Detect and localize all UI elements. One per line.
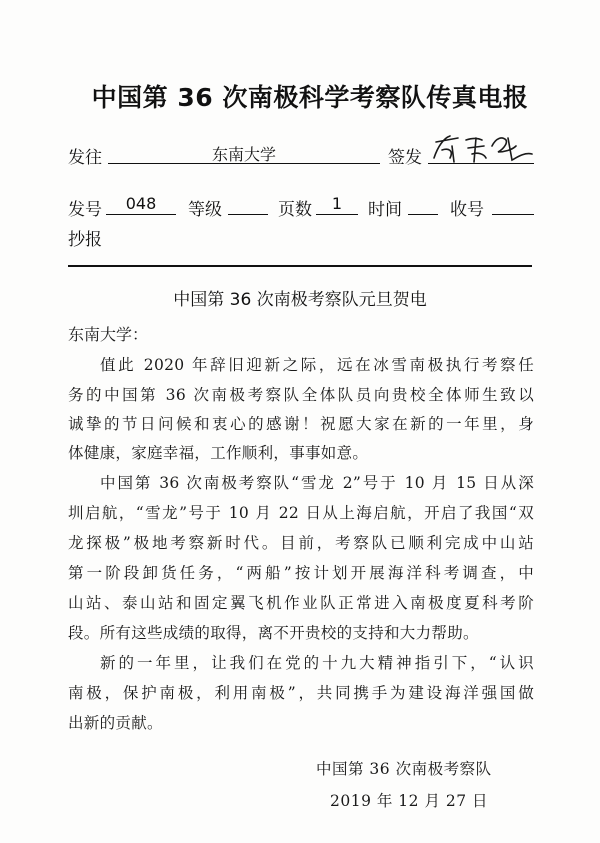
body-line: 第一阶段卸货任务，“两船”按计划开展海洋科考调查，中 bbox=[68, 564, 534, 582]
signer-label: 签发 bbox=[388, 148, 422, 168]
level-underline bbox=[228, 214, 268, 215]
pages-label: 页数 bbox=[278, 200, 312, 220]
pages-underline bbox=[316, 214, 358, 215]
receive-underline bbox=[492, 214, 534, 215]
pages-value: 1 bbox=[331, 194, 343, 213]
send-to-label: 发往 bbox=[68, 148, 102, 168]
body-line: 值此 2020 年辞旧迎新之际，远在冰雪南极执行考察任 bbox=[100, 356, 534, 374]
body-line: 山站、泰山站和固定翼飞机作业队正常进入南极度夏科考阶 bbox=[68, 594, 534, 612]
body-line: 务的中国第 36 次南极考察队全体队员向贵校全体师生致以 bbox=[68, 386, 534, 404]
salutation: 东南大学： bbox=[68, 325, 149, 344]
time-underline bbox=[408, 214, 438, 215]
body-line: 龙探极”极地考察新时代。目前，考察队已顺利完成中山站 bbox=[68, 534, 534, 552]
receive-label: 收号 bbox=[450, 200, 484, 220]
body-line: 中国第 36 次南极考察队“雪龙 2”号于 10 月 15 日从深 bbox=[100, 474, 534, 492]
handwritten-signature-icon bbox=[428, 128, 548, 168]
sender-organization: 中国第 36 次南极考察队 bbox=[316, 760, 492, 778]
time-label: 时间 bbox=[368, 200, 402, 220]
letter-date: 2019 年 12 月 27 日 bbox=[330, 792, 489, 810]
number-underline bbox=[106, 214, 176, 215]
send-to-value: 东南大学 bbox=[211, 145, 276, 164]
level-label: 等级 bbox=[188, 200, 222, 220]
body-line: 新的一年里，让我们在党的十九大精神指引下，“认识 bbox=[100, 654, 534, 672]
body-line: 诚挚的节日问候和衷心的感谢！祝愿大家在新的一年里，身 bbox=[68, 415, 534, 433]
body-line: 体健康，家庭幸福，工作顺利，事事如意。 bbox=[68, 444, 369, 462]
body-line: 段。所有这些成绩的取得，离不开贵校的支持和大力帮助。 bbox=[68, 624, 479, 642]
number-value: 048 bbox=[125, 194, 157, 213]
document-title: 中国第 36 次南极科学考察队传真电报 bbox=[91, 83, 529, 112]
body-line: 南极，保护南极，利用南极”，共同携手为建设海洋强国做 bbox=[68, 684, 534, 702]
header-divider bbox=[68, 265, 532, 267]
body-line: 出新的贡献。 bbox=[68, 714, 163, 732]
letter-subtitle: 中国第 36 次南极考察队元旦贺电 bbox=[173, 290, 427, 310]
body-line: 圳启航，“雪龙”号于 10 月 22 日从上海启航，开启了我国“双 bbox=[68, 504, 534, 522]
number-label: 发号 bbox=[68, 200, 102, 220]
cc-label: 抄报 bbox=[68, 230, 102, 250]
